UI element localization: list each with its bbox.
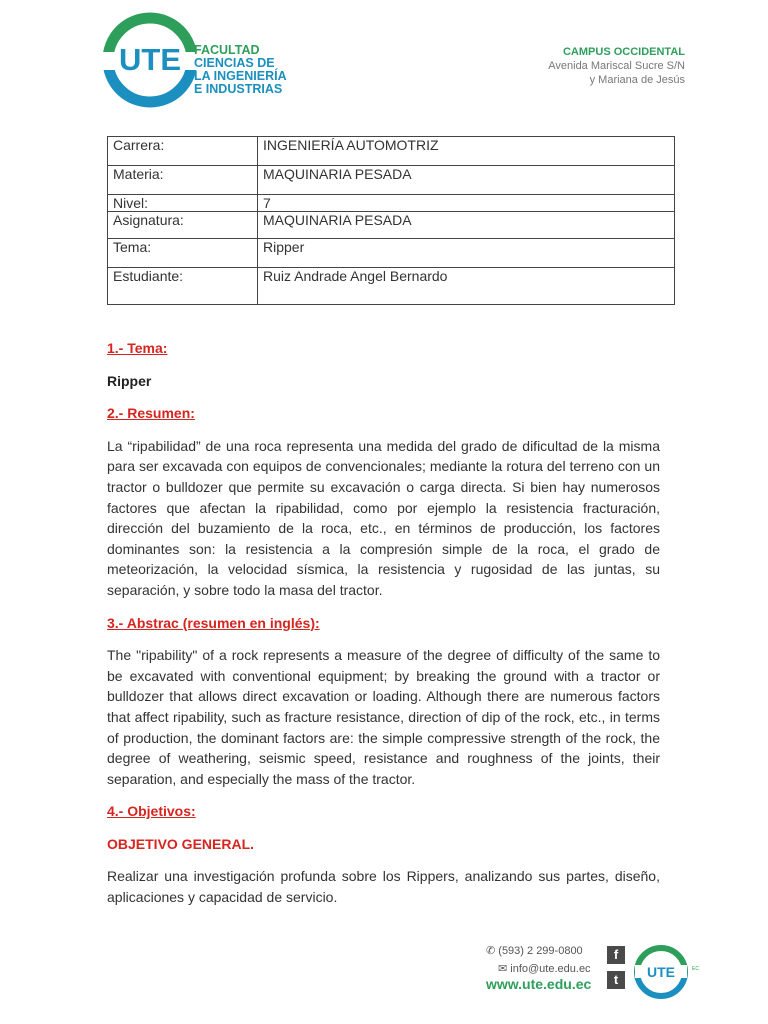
footer-email[interactable] <box>498 962 591 975</box>
objetivo-general-paragraph: Realizar una investigación profunda sobre los Rippers, analizando sus partes, diseño, aplicaciones y capacidad de servicio. <box>107 868 660 906</box>
table-key: Estudiante: <box>108 268 258 305</box>
section-heading-objetivos: 4.- Objetivos: <box>107 803 196 820</box>
objetivo-general-heading: OBJETIVO GENERAL. <box>107 835 255 852</box>
table-row <box>108 239 675 268</box>
table-row <box>108 166 675 195</box>
footer-phone <box>486 944 583 957</box>
footer-website-link[interactable]: www.ute.edu.ec <box>486 976 592 992</box>
faculty-line-1: FACULTAD <box>194 43 260 57</box>
mail-icon: ✉ <box>498 963 508 975</box>
table-key: Nivel: <box>108 195 258 212</box>
svg-text:UTE: UTE <box>119 42 181 77</box>
campus-title: CAMPUS OCCIDENTAL <box>562 46 685 58</box>
table-value: Ripper <box>258 239 675 268</box>
table-row <box>108 195 675 212</box>
svg-text:UTE: UTE <box>647 964 675 980</box>
table-value: MAQUINARIA PESADA <box>258 166 675 195</box>
section-heading-tema: 1.- Tema: <box>107 340 168 356</box>
table-value: Ruiz Andrade Angel Bernardo <box>258 268 675 305</box>
table-row <box>108 212 675 239</box>
table-row <box>108 137 675 166</box>
document-body <box>107 338 660 908</box>
campus-line-2: y Mariana de Jesús <box>589 74 685 86</box>
table-value: 7 <box>258 195 675 212</box>
email-text: info@ute.edu.ec <box>510 963 591 975</box>
resumen-paragraph: La “ripabilidad” de una roca representa una medida del grado de dificultad de la misma para ser excavada con equipos de convencionales; mediante la rotura del terreno con un tractor o bulldozer que permite su excavación o carga directa. Si bien hay numerosos factores que afectan la ripabilidad, como por ejemplo la resistencia fracturación, dirección del buzamiento de la roca, etc., en términos de producción, los factores dominantes son: la resistencia a la compresión simple de la roca, el grado de meteorización, la velocidad sísmica, la resistencia y rugosidad de las juntas, su separación, y sobre todo la masa del tractor. <box>107 437 660 598</box>
svg-text:EC: EC <box>692 966 699 972</box>
table-key: Tema: <box>108 239 258 268</box>
campus-address <box>548 46 685 87</box>
table-value: INGENIERÍA AUTOMOTRIZ <box>258 137 675 166</box>
table-key: Carrera: <box>108 137 258 166</box>
abstract-paragraph: The "ripability" of a rock represents a measure of the degree of difficulty of the same to be excavated with conventional equipment; by breaking the ground with a tractor or bulldozer that allows direct excavation or loading. Although there are numerous factors that affect ripability, such as fracture resistance, direction of dip of the rock, etc., in terms of production, the dominant factors are: the simple compressive strength of the rock, the degree of weathering, seismic speed, resistance and roughness of the joints, their separation, and especially the mass of the tractor. <box>107 647 660 787</box>
campus-line-1: Avenida Mariscal Sucre S/N <box>548 60 685 72</box>
info-table <box>107 136 675 305</box>
faculty-line-4: E INDUSTRIAS <box>194 82 283 96</box>
table-key: Asignatura: <box>108 212 258 239</box>
table-row <box>108 268 675 305</box>
faculty-name <box>194 44 287 96</box>
section-heading-abstract: 3.- Abstrac (resumen en inglés): <box>107 614 320 631</box>
facebook-icon[interactable]: f <box>607 946 625 964</box>
faculty-line-3: LA INGENIERÍA <box>194 69 287 83</box>
table-value: MAQUINARIA PESADA <box>258 212 675 239</box>
faculty-line-2: CIENCIAS DE <box>194 56 275 70</box>
ute-logo-mark <box>100 12 200 108</box>
phone-text: (593) 2 299-0800 <box>498 945 583 957</box>
tema-text: Ripper <box>107 372 152 389</box>
footer-ute-logo-mark <box>633 944 703 1000</box>
section-heading-resumen: 2.- Resumen: <box>107 405 195 422</box>
table-key: Materia: <box>108 166 258 195</box>
footer-ute-logo <box>633 944 699 1000</box>
phone-icon: ✆ <box>486 945 496 957</box>
twitter-icon[interactable]: t <box>607 971 625 989</box>
